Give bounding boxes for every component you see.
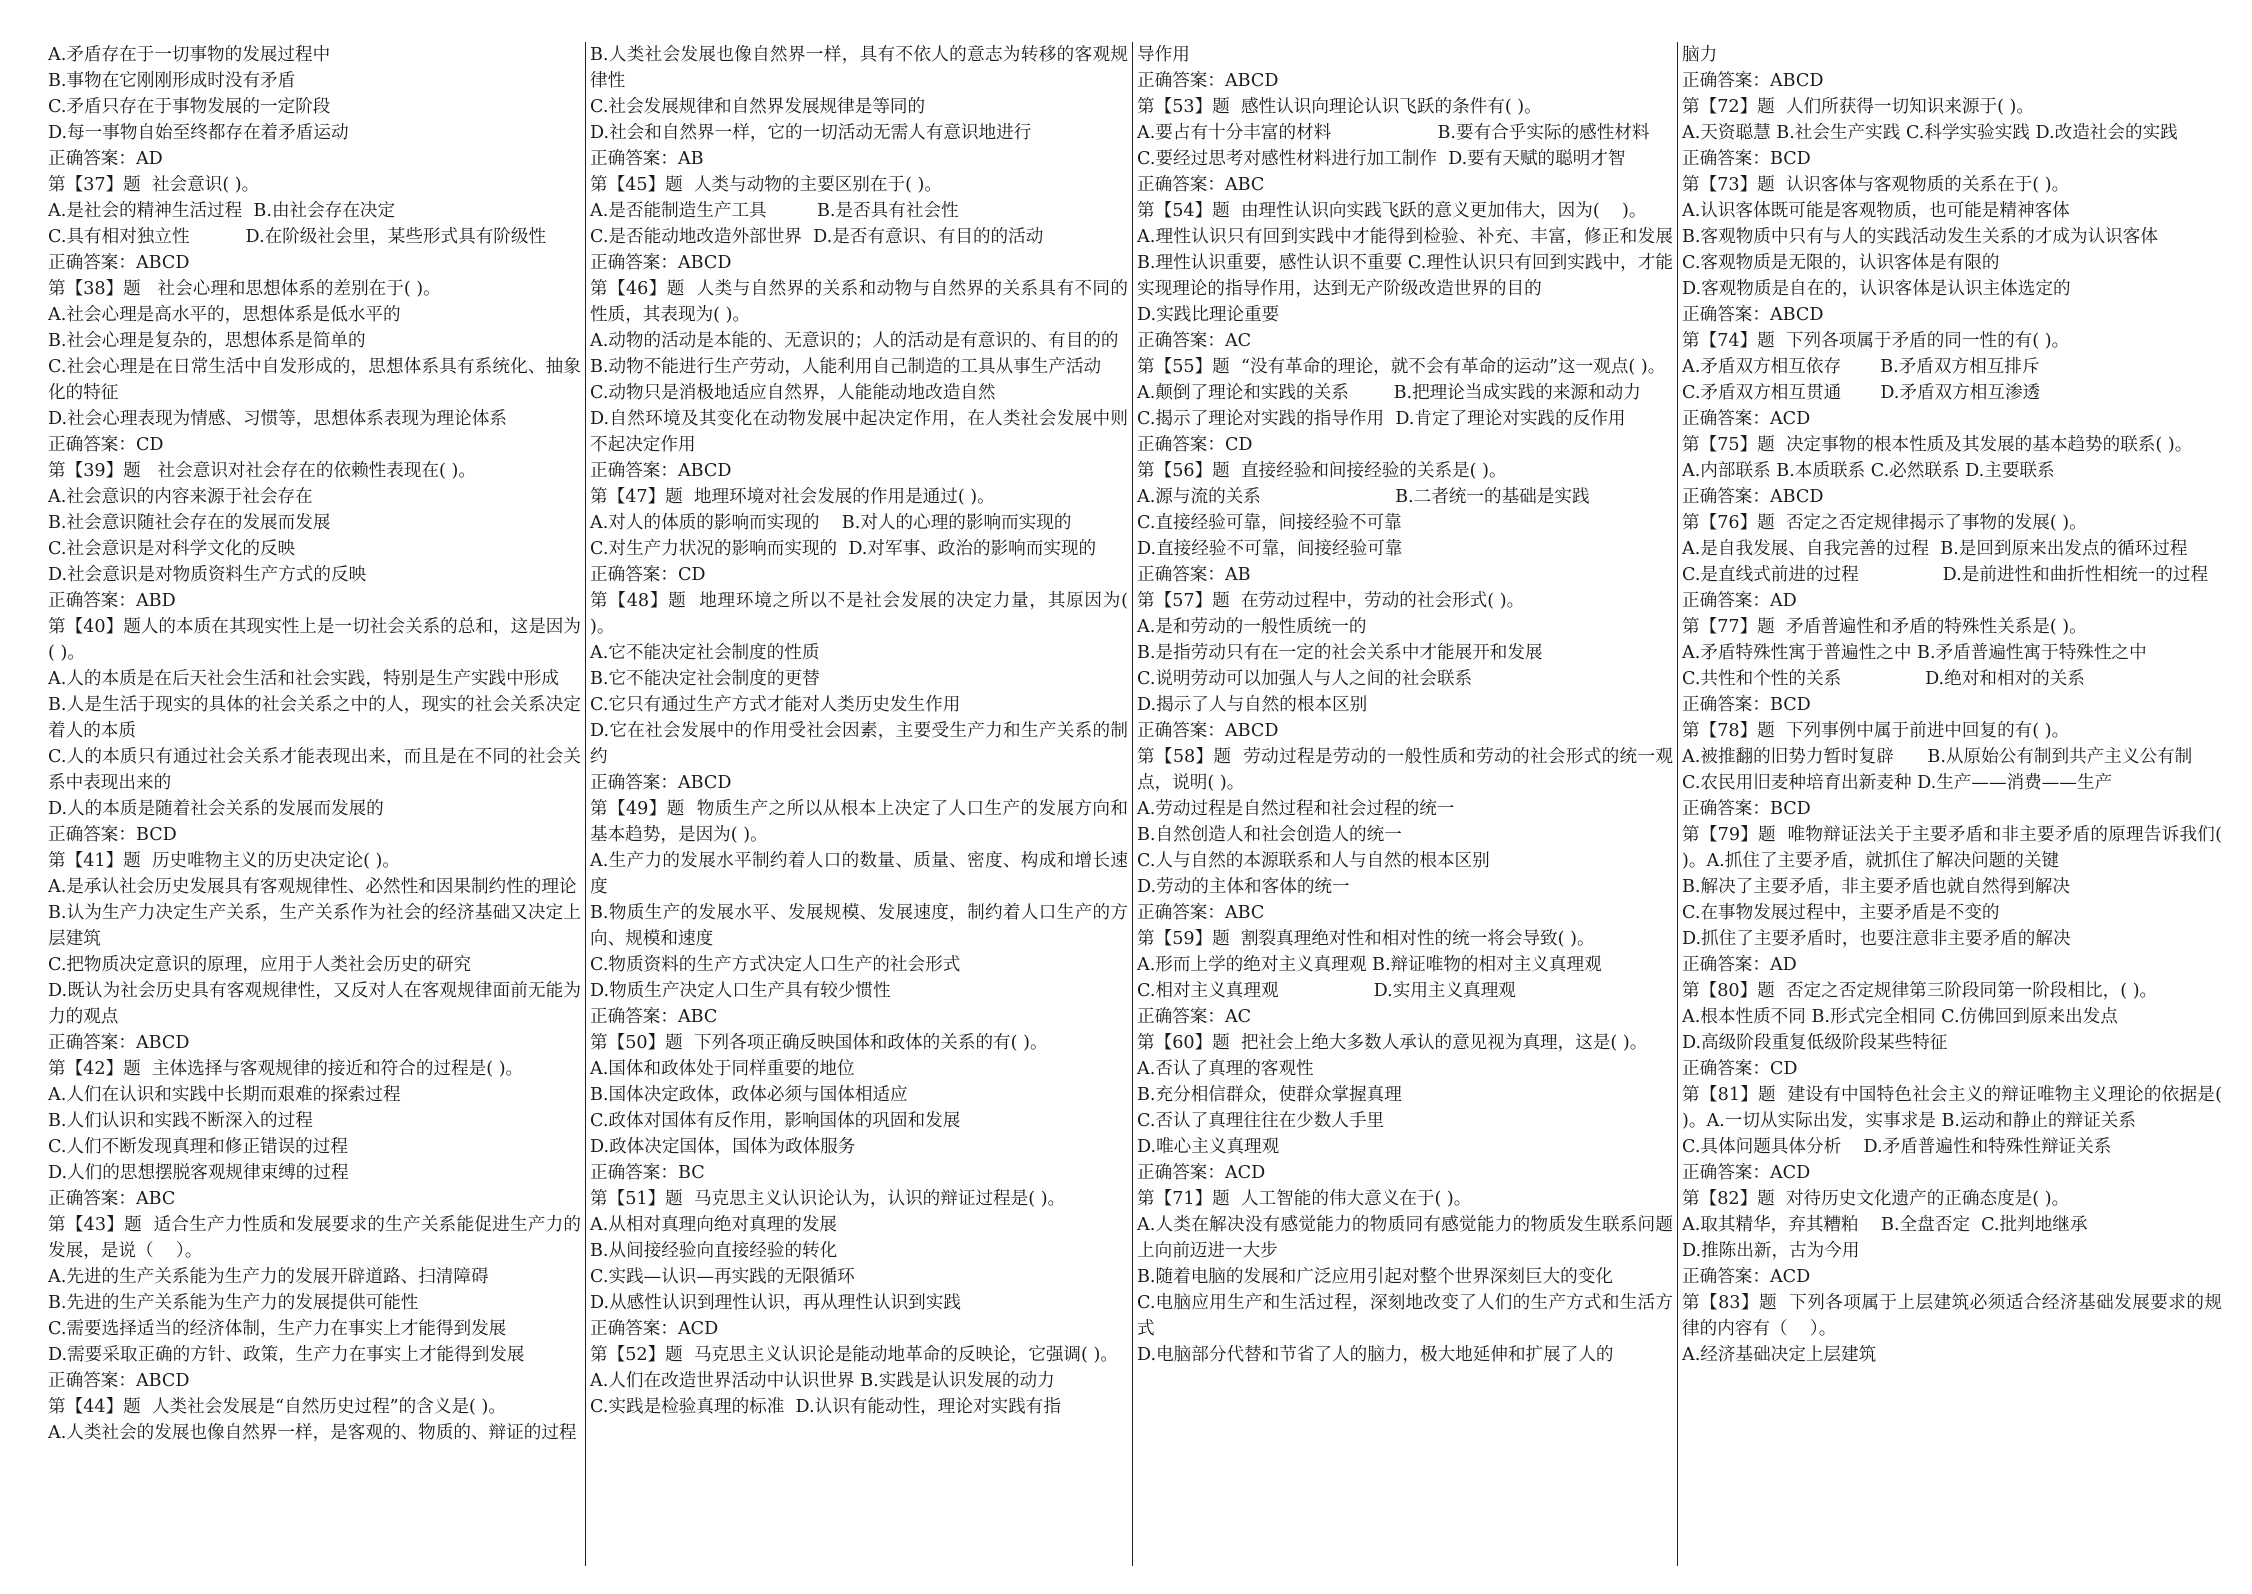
option-line: B.是指劳动只有在一定的社会关系中才能展开和发展: [1137, 643, 1543, 663]
option-line: D.社会和自然界一样，它的一切活动无需人有意识地进行: [590, 123, 1032, 143]
option-line: D.既认为社会历史具有客观规律性，又反对人在客观规律面前无能为力的观点: [48, 981, 581, 1027]
option-line: B.人类社会发展也像自然界一样，具有不依人的意志为转移的客观规律性: [590, 45, 1128, 91]
option-line: D.直接经验不可靠，间接经验可靠: [1137, 539, 1403, 559]
column-2: [585, 42, 1132, 1566]
option-line: D.每一事物自始至终都存在着矛盾运动: [48, 123, 349, 143]
question-line: 第【72】题 人们所获得一切知识来源于( )。: [1682, 97, 2034, 117]
option-line: C.社会意识是对科学文化的反映: [48, 539, 296, 559]
option-line: A.劳动过程是自然过程和社会过程的统一: [1137, 799, 1455, 819]
answer-line: 正确答案：AD: [1682, 591, 1797, 611]
option-line: A.经济基础决定上层建筑: [1682, 1345, 1877, 1365]
option-line: 脑力: [1682, 45, 1718, 65]
question-line: 第【42】题 主体选择与客观规律的接近和符合的过程是( )。: [48, 1059, 524, 1079]
answer-line: 正确答案：ABCD: [1137, 721, 1279, 741]
answer-line: 正确答案：AB: [590, 149, 704, 169]
option-line: D.揭示了人与自然的根本区别: [1137, 695, 1368, 715]
answer-line: 正确答案：ABC: [48, 1189, 176, 1209]
option-line: B.国体决定政体，政体必须与国体相适应: [590, 1085, 908, 1105]
option-line: C.是直线式前进的过程 D.是前进性和曲折性相统一的过程: [1682, 565, 2209, 585]
option-line: C.电脑应用生产和生活过程，深刻地改变了人们的生产方式和生活方式: [1137, 1293, 1673, 1339]
answer-line: 正确答案：ABCD: [1137, 71, 1279, 91]
option-line: A.人们在改造世界活动中认识世界 B.实践是认识发展的动力: [590, 1371, 1055, 1391]
question-line: 第【46】题 人类与自然界的关系和动物与自然界的关系具有不同的性质，其表现为( )。: [590, 279, 1128, 325]
option-line: A.社会心理是高水平的，思想体系是低水平的: [48, 305, 401, 325]
option-line: B.人们认识和实践不断深入的过程: [48, 1111, 313, 1131]
option-line: A.是承认社会历史发展具有客观规律性、必然性和因果制约性的理论: [48, 877, 577, 897]
question-line: 第【43】题 适合生产力性质和发展要求的生产关系能促进生产力的发展，是说（ ）。: [48, 1215, 581, 1261]
question-line: 第【51】题 马克思主义认识论认为，认识的辩证过程是( )。: [590, 1189, 1066, 1209]
answer-line: 正确答案：CD: [590, 565, 706, 585]
option-line: C.相对主义真理观 D.实用主义真理观: [1137, 981, 1516, 1001]
column-1: [44, 42, 585, 1566]
option-line: A.是社会的精神生活过程 B.由社会存在决定: [48, 201, 396, 221]
option-line: A.形而上学的绝对主义真理观 B.辩证唯物的相对主义真理观: [1137, 955, 1602, 975]
option-line: A.矛盾特殊性寓于普遍性之中 B.矛盾普遍性寓于特殊性之中: [1682, 643, 2147, 663]
question-line: 第【57】题 在劳动过程中，劳动的社会形式( )。: [1137, 591, 1525, 611]
answer-line: 正确答案：ABC: [590, 1007, 718, 1027]
option-line: C.是否能动地改造外部世界 D.是否有意识、有目的的活动: [590, 227, 1044, 247]
option-line: B.从间接经验向直接经验的转化: [590, 1241, 838, 1261]
option-line: C.在事物发展过程中，主要矛盾是不变的: [1682, 903, 2000, 923]
answer-line: 正确答案：AB: [1137, 565, 1251, 585]
question-line: 第【82】题 对待历史文化遗产的正确态度是( )。: [1682, 1189, 2070, 1209]
answer-line: 正确答案：AD: [48, 149, 163, 169]
question-line: 第【73】题 认识客体与客观物质的关系在于( )。: [1682, 175, 2070, 195]
question-line: 第【79】题 唯物辩证法关于主要矛盾和非主要矛盾的原理告诉我们( )。A.抓住了主要矛盾，就抓住了解决问题的关键: [1682, 825, 2228, 871]
option-line: D.社会意识是对物质资料生产方式的反映: [48, 565, 367, 585]
answer-line: 正确答案：ACD: [1137, 1163, 1266, 1183]
answer-line: 正确答案：CD: [1682, 1059, 1798, 1079]
answer-line: 正确答案：BCD: [48, 825, 177, 845]
answer-line: 正确答案：BCD: [1682, 149, 1811, 169]
option-line: B.人是生活于现实的具体的社会关系之中的人，现实的社会关系决定着人的本质: [48, 695, 581, 741]
question-line: 第【75】题 决定事物的根本性质及其发展的基本趋势的联系( )。: [1682, 435, 2193, 455]
option-line: D.实践比理论重要: [1137, 305, 1280, 325]
option-line: A.要占有十分丰富的材料 B.要有合乎实际的感性材料: [1137, 123, 1650, 143]
option-line: C.矛盾只存在于事物发展的一定阶段: [48, 97, 331, 117]
option-line: D.抓住了主要矛盾时，也要注意非主要矛盾的解决: [1682, 929, 2071, 949]
option-line: C.客观物质是无限的，认识客体是有限的: [1682, 253, 2000, 273]
answer-line: 正确答案：ABCD: [1682, 487, 1824, 507]
option-line: A.是自我发展、自我完善的过程 B.是回到原来出发点的循环过程: [1682, 539, 2188, 559]
answer-line: 正确答案：ABCD: [48, 253, 190, 273]
question-line: 第【48】题 地理环境之所以不是社会发展的决定力量，其原因为( )。: [590, 591, 1134, 637]
question-line: 第【74】题 下列各项属于矛盾的同一性的有( )。: [1682, 331, 2070, 351]
option-line: A.是否能制造生产工具 B.是否具有社会性: [590, 201, 959, 221]
option-line: C.人与自然的本源联系和人与自然的根本区别: [1137, 851, 1490, 871]
question-line: 第【54】题 由理性认识向实践飞跃的意义更加伟大，因为( )。: [1137, 201, 1647, 221]
question-line: 第【80】题 否定之否定规律第三阶段同第一阶段相比，( )。: [1682, 981, 2158, 1001]
option-line: D.高级阶段重复低级阶段某些特征: [1682, 1033, 1948, 1053]
option-line: D.劳动的主体和客体的统一: [1137, 877, 1350, 897]
option-line: B.先进的生产关系能为生产力的发展提供可能性: [48, 1293, 419, 1313]
option-line: D.唯心主义真理观: [1137, 1137, 1280, 1157]
option-line: A.从相对真理向绝对真理的发展: [590, 1215, 838, 1235]
answer-line: 正确答案：CD: [48, 435, 164, 455]
option-line: A.否认了真理的客观性: [1137, 1059, 1314, 1079]
option-line: A.社会意识的内容来源于社会存在: [48, 487, 313, 507]
option-line: C.农民用旧麦种培育出新麦种 D.生产——消费——生产: [1682, 773, 2113, 793]
option-line: C.具体问题具体分析 D.矛盾普遍性和特殊性辩证关系: [1682, 1137, 2112, 1157]
option-line: A.是和劳动的一般性质统一的: [1137, 617, 1367, 637]
option-line: C.人们不断发现真理和修正错误的过程: [48, 1137, 348, 1157]
question-line: 第【45】题 人类与动物的主要区别在于( )。: [590, 175, 942, 195]
option-line: C.对生产力状况的影响而实现的 D.对军事、政治的影响而实现的: [590, 539, 1097, 559]
answer-line: 正确答案：ABCD: [590, 253, 732, 273]
answer-line: 正确答案：BCD: [1682, 695, 1811, 715]
question-line: 第【60】题 把社会上绝大多数人承认的意见视为真理，这是( )。: [1137, 1033, 1648, 1053]
option-line: C.物质资料的生产方式决定人口生产的社会形式: [590, 955, 961, 975]
option-line: C.具有相对独立性 D.在阶级社会里，某些形式具有阶级性: [48, 227, 547, 247]
option-line: C.把物质决定意识的原理，应用于人类社会历史的研究: [48, 955, 472, 975]
option-line: A.内部联系 B.本质联系 C.必然联系 D.主要联系: [1682, 461, 2055, 481]
option-line: C.社会心理是在日常生活中自发形成的，思想体系具有系统化、抽象化的特征: [48, 357, 581, 403]
option-line: C.人的本质只有通过社会关系才能表现出来，而且是在不同的社会关系中表现出来的: [48, 747, 581, 793]
answer-line: 正确答案：ABCD: [590, 773, 732, 793]
answer-line: 正确答案：ABD: [48, 591, 176, 611]
answer-line: 正确答案：AD: [1682, 955, 1797, 975]
option-line: C.实践—认识—再实践的无限循环: [590, 1267, 855, 1287]
option-line: 导作用: [1137, 45, 1190, 65]
question-line: 第【52】题 马克思主义认识论是能动地革命的反映论，它强调( )。: [590, 1345, 1118, 1365]
option-line: A.它不能决定社会制度的性质: [590, 643, 820, 663]
option-line: A.国体和政体处于同样重要的地位: [590, 1059, 855, 1079]
option-line: D.物质生产决定人口生产具有较少惯性: [590, 981, 891, 1001]
answer-line: 正确答案：ACD: [1682, 1163, 1811, 1183]
option-line: A.人们在认识和实践中长期而艰难的探索过程: [48, 1085, 401, 1105]
option-line: A.矛盾双方相互依存 B.矛盾双方相互排斥: [1682, 357, 2040, 377]
option-line: D.需要采取正确的方针、政策，生产力在事实上才能得到发展: [48, 1345, 525, 1365]
option-line: D.推陈出新，古为今用: [1682, 1241, 1860, 1261]
answer-line: 正确答案：ABC: [1137, 175, 1265, 195]
option-line: C.动物只是消极地适应自然界，人能能动地改造自然: [590, 383, 996, 403]
option-line: A.根本性质不同 B.形式完全相同 C.仿佛回到原来出发点: [1682, 1007, 2118, 1027]
answer-line: 正确答案：ABC: [1137, 903, 1265, 923]
option-line: A.取其精华，弃其糟粕 B.全盘否定 C.批判地继承: [1682, 1215, 2088, 1235]
option-line: C.矛盾双方相互贯通 D.矛盾双方相互渗透: [1682, 383, 2041, 403]
option-line: B.充分相信群众，使群众掌握真理: [1137, 1085, 1402, 1105]
question-line: 第【53】题 感性认识向理论认识飞跃的条件有( )。: [1137, 97, 1542, 117]
question-line: 第【78】题 下列事例中属于前进中回复的有( )。: [1682, 721, 2070, 741]
question-line: 第【58】题 劳动过程是劳动的一般性质和劳动的社会形式的统一观点，说明( )。: [1137, 747, 1673, 793]
option-line: A.动物的活动是本能的、无意识的；人的活动是有意识的、有目的的: [590, 331, 1119, 351]
option-line: A.理性认识只有回到实践中才能得到检验、补充、丰富，修正和发展 B.理性认识重要，感性认识不重要 C.理性认识只有回到实践中，才能实现理论的指导作用，达到无产阶级改造世界的目的: [1137, 227, 1679, 299]
option-line: D.社会心理表现为情感、习惯等，思想体系表现为理论体系: [48, 409, 507, 429]
answer-line: 正确答案：ABCD: [1682, 305, 1824, 325]
option-line: C.需要选择适当的经济体制，生产力在事实上才能得到发展: [48, 1319, 507, 1339]
question-line: 第【55】题 “没有革命的理论，就不会有革命的运动”这一观点( )。: [1137, 357, 1666, 377]
answer-line: 正确答案：ACD: [1682, 1267, 1811, 1287]
option-line: D.从感性认识到理性认识，再从理性认识到实践: [590, 1293, 961, 1313]
answer-line: 正确答案：ACD: [1682, 409, 1811, 429]
question-line: 第【59】题 割裂真理绝对性和相对性的统一将会导致( )。: [1137, 929, 1595, 949]
option-line: A.先进的生产关系能为生产力的发展开辟道路、扫清障碍: [48, 1267, 489, 1287]
question-line: 第【37】题 社会意识( )。: [48, 175, 260, 195]
option-line: C.直接经验可靠，间接经验不可靠: [1137, 513, 1402, 533]
question-line: 第【49】题 物质生产之所以从根本上决定了人口生产的发展方向和基本趋势，是因为( )。: [590, 799, 1128, 845]
question-line: 第【47】题 地理环境对社会发展的作用是通过( )。: [590, 487, 995, 507]
column-4: [1677, 42, 2226, 1566]
option-line: C.它只有通过生产方式才能对人类历史发生作用: [590, 695, 961, 715]
option-line: B.事物在它刚刚形成时没有矛盾: [48, 71, 296, 91]
question-line: 第【76】题 否定之否定规律揭示了事物的发展( )。: [1682, 513, 2087, 533]
answer-line: 正确答案：AC: [1137, 1007, 1252, 1027]
option-line: A.认识客体既可能是客观物质，也可能是精神客体: [1682, 201, 2070, 221]
option-line: B.物质生产的发展水平、发展规模、发展速度，制约着人口生产的方向、规模和速度: [590, 903, 1128, 949]
option-line: D.人的本质是随着社会关系的发展而发展的: [48, 799, 384, 819]
option-line: C.要经过思考对感性材料进行加工制作 D.要有天赋的聪明才智: [1137, 149, 1626, 169]
answer-line: 正确答案：CD: [1137, 435, 1253, 455]
question-line: 第【81】题 建设有中国特色社会主义的辩证唯物主义理论的依据是( )。A.一切从实际出发，实事求是 B.运动和静止的辩证关系: [1682, 1085, 2228, 1131]
option-line: C.说明劳动可以加强人与人之间的社会联系: [1137, 669, 1473, 689]
option-line: B.认为生产力决定生产关系，生产关系作为社会的经济基础又决定上层建筑: [48, 903, 581, 949]
answer-line: 正确答案：ABCD: [48, 1371, 190, 1391]
option-line: A.矛盾存在于一切事物的发展过程中: [48, 45, 331, 65]
answer-line: 正确答案：ACD: [590, 1319, 719, 1339]
question-line: 第【56】题 直接经验和间接经验的关系是( )。: [1137, 461, 1507, 481]
option-line: A.生产力的发展水平制约着人口的数量、质量、密度、构成和增长速度: [590, 851, 1128, 897]
option-line: A.源与流的关系 B.二者统一的基础是实践: [1137, 487, 1590, 507]
answer-line: 正确答案：BCD: [1682, 799, 1811, 819]
option-line: A.人类社会的发展也像自然界一样，是客观的、物质的、辩证的过程: [48, 1423, 577, 1443]
option-line: C.否认了真理往往在少数人手里: [1137, 1111, 1385, 1131]
option-line: D.它在社会发展中的作用受社会因素，主要受生产力和生产关系的制约: [590, 721, 1128, 767]
option-line: A.人类在解决没有感觉能力的物质同有感觉能力的物质发生联系问题上向前迈进一大步: [1137, 1215, 1673, 1261]
question-line: 第【50】题 下列各项正确反映国体和政体的关系的有( )。: [590, 1033, 1048, 1053]
answer-line: 正确答案：BC: [590, 1163, 705, 1183]
answer-line: 正确答案：ABCD: [48, 1033, 190, 1053]
option-line: C.共性和个性的关系 D.绝对和相对的关系: [1682, 669, 2085, 689]
question-line: 第【44】题 人类社会发展是“自然历史过程”的含义是( )。: [48, 1397, 506, 1417]
option-line: C.实践是检验真理的标准 D.认识有能动性，理论对实践有指: [590, 1397, 1061, 1417]
option-line: A.天资聪慧 B.社会生产实践 C.科学实验实践 D.改造社会的实践: [1682, 123, 2178, 143]
option-line: B.自然创造人和社会创造人的统一: [1137, 825, 1402, 845]
option-line: B.社会心理是复杂的，思想体系是简单的: [48, 331, 366, 351]
option-line: D.电脑部分代替和节省了人的脑力，极大地延伸和扩展了人的: [1137, 1345, 1614, 1365]
question-line: 第【77】题 矛盾普遍性和矛盾的特殊性关系是( )。: [1682, 617, 2087, 637]
option-line: B.社会意识随社会存在的发展而发展: [48, 513, 331, 533]
answer-line: 正确答案：AC: [1137, 331, 1252, 351]
question-line: 第【39】题 社会意识对社会存在的依赖性表现在( )。: [48, 461, 476, 481]
option-line: D.客观物质是自在的，认识客体是认识主体选定的: [1682, 279, 2071, 299]
answer-line: 正确答案：ABCD: [590, 461, 732, 481]
option-line: B.随着电脑的发展和广泛应用引起对整个世界深刻巨大的变化: [1137, 1267, 1613, 1287]
question-line: 第【40】题人的本质在其现实性上是一切社会关系的总和，这是因为( )。: [48, 617, 581, 663]
option-line: B.动物不能进行生产劳动，人能利用自己制造的工具从事生产活动: [590, 357, 1102, 377]
question-line: 第【71】题 人工智能的伟大意义在于( )。: [1137, 1189, 1472, 1209]
option-line: C.政体对国体有反作用，影响国体的巩固和发展: [590, 1111, 961, 1131]
option-line: B.解决了主要矛盾，非主要矛盾也就自然得到解决: [1682, 877, 2070, 897]
option-line: A.颠倒了理论和实践的关系 B.把理论当成实践的来源和动力: [1137, 383, 1641, 403]
option-line: D.政体决定国体，国体为政体服务: [590, 1137, 856, 1157]
column-3: [1132, 42, 1677, 1566]
option-line: A.人的本质是在后天社会生活和社会实践，特别是生产实践中形成: [48, 669, 559, 689]
question-line: 第【41】题 历史唯物主义的历史决定论( )。: [48, 851, 400, 871]
question-line: 第【38】题 社会心理和思想体系的差别在于( )。: [48, 279, 441, 299]
option-line: C.揭示了理论对实践的指导作用 D.肯定了理论对实践的反作用: [1137, 409, 1626, 429]
option-line: B.客观物质中只有与人的实践活动发生关系的才成为认识客体: [1682, 227, 2158, 247]
option-line: A.被推翻的旧势力暂时复辟 B.从原始公有制到共产主义公有制: [1682, 747, 2193, 767]
answer-line: 正确答案：ABCD: [1682, 71, 1824, 91]
option-line: A.对人的体质的影响而实现的 B.对人的心理的影响而实现的: [590, 513, 1072, 533]
option-line: C.社会发展规律和自然界发展规律是等同的: [590, 97, 926, 117]
option-line: D.自然环境及其变化在动物发展中起决定作用，在人类社会发展中则不起决定作用: [590, 409, 1128, 455]
question-line: 第【83】题 下列各项属于上层建筑必须适合经济基础发展要求的规律的内容有（ ）。: [1682, 1293, 2222, 1339]
option-line: B.它不能决定社会制度的更替: [590, 669, 820, 689]
exam-answer-sheet: [44, 42, 2226, 1566]
option-line: D.人们的思想摆脱客观规律束缚的过程: [48, 1163, 349, 1183]
